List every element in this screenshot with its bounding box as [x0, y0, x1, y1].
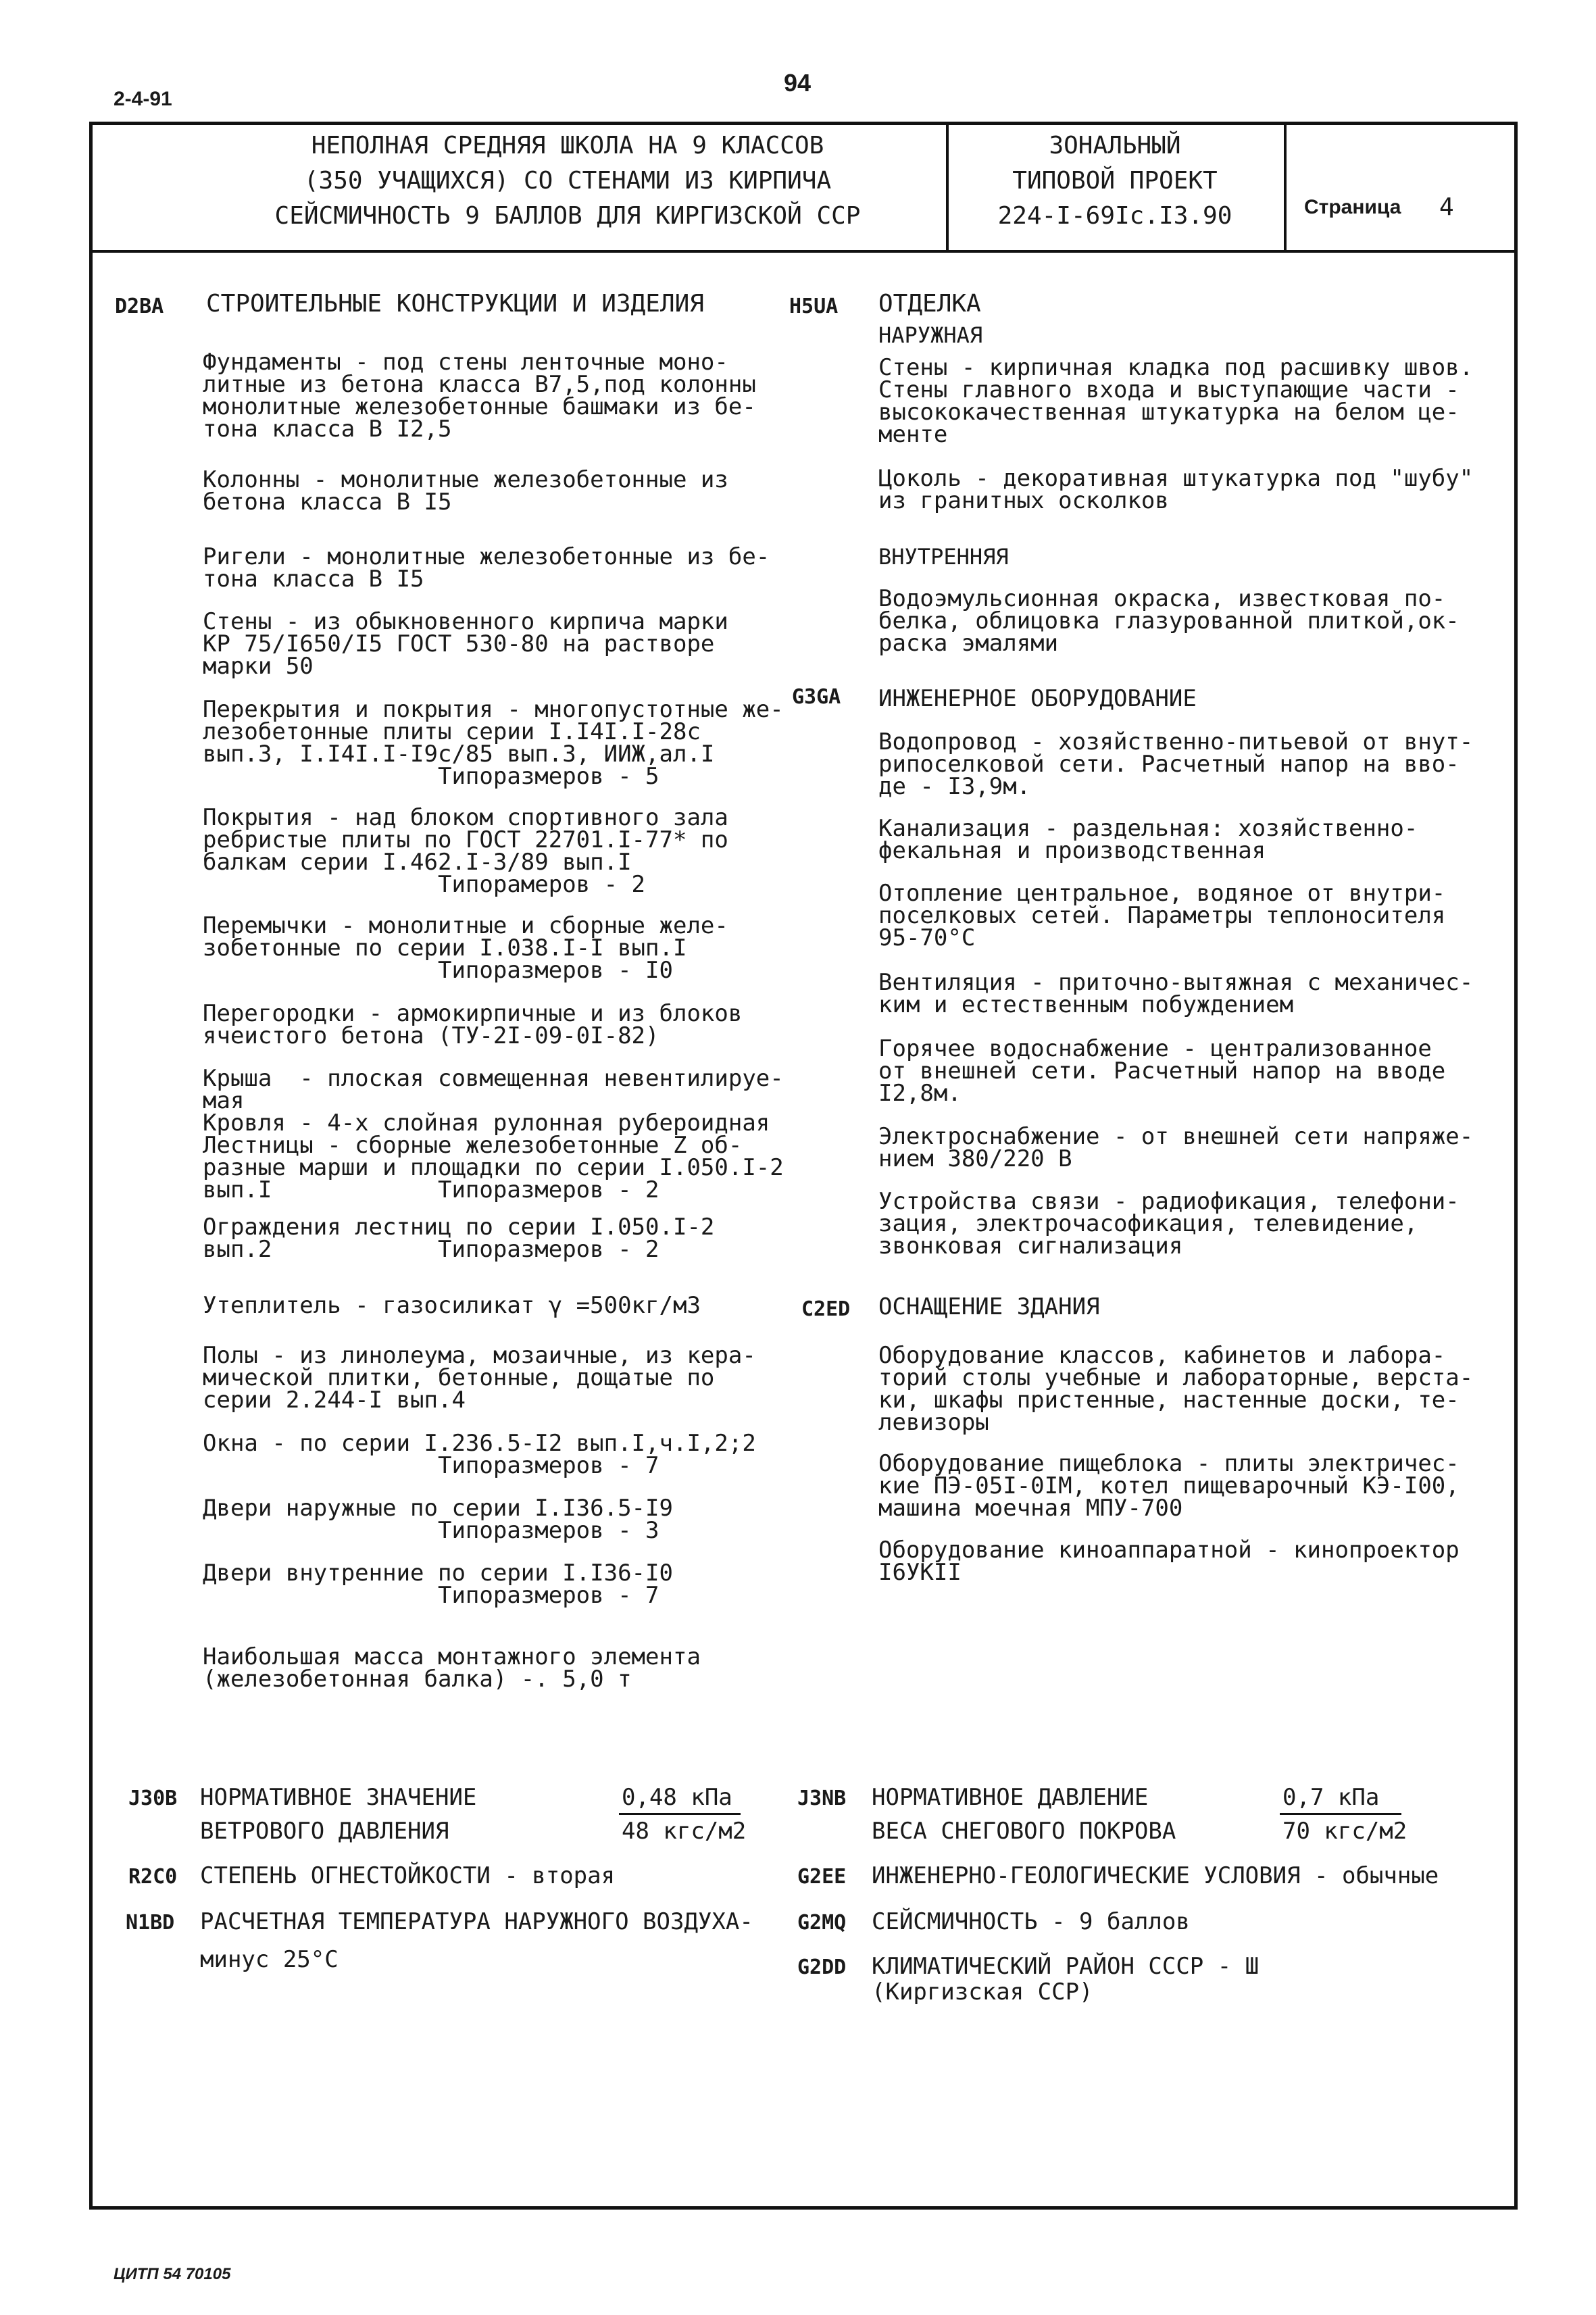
fraction-line — [619, 1813, 741, 1815]
spec-paragraph: Горячее водоснабжение - централизованное от внешней сети. Расчетный напор на вводе I2,8м. — [878, 1035, 1446, 1107]
zone-line: 224-I-69Iс.I3.90 — [997, 202, 1232, 230]
spec-paragraph: Цоколь - декоративная штукатурка под "шубу" из гранитных осколков — [878, 465, 1474, 514]
title-line: СЕЙСМИЧНОСТЬ 9 БАЛЛОВ ДЛЯ КИРГИЗСКОЙ ССР — [274, 202, 861, 230]
spec-paragraph: Перекрытия и покрытия - многопустотные же- лезобетонные плиты серии I.I4I.I-28с вып.3, I.I4I.I-I9с/85 вып.3, ИИЖ,ал.I Типоразмеров - 5 — [203, 696, 784, 790]
param-code: G2MQ — [797, 1911, 847, 1935]
param-code: N1BD — [126, 1911, 175, 1935]
outdoor-temperature: РАСЧЕТНАЯ ТЕМПЕРАТУРА НАРУЖНОГО ВОЗДУХА- — [200, 1908, 753, 1935]
spec-paragraph: Водоэмульсионная окраска, известковая по- белка, облицовка глазурованной плиткой,ок- раска эмалями — [878, 585, 1460, 657]
subsection-heading: НАРУЖНАЯ — [878, 322, 983, 348]
zone-line: ТИПОВОЙ ПРОЕКТ — [1012, 167, 1218, 195]
fraction-line — [1280, 1813, 1401, 1815]
header-vdivider-2 — [1284, 122, 1287, 251]
wind-pressure-kpa: 0,48 кПа — [622, 1784, 732, 1811]
page-value: 4 — [1439, 193, 1454, 221]
header-vdivider-1 — [946, 122, 949, 251]
subsection-heading: ВНУТРЕННЯЯ — [878, 544, 1009, 570]
spec-paragraph: Электроснабжение - от внешней сети напряже- нием 380/220 В — [878, 1123, 1474, 1172]
param-label: ВЕСА СНЕГОВОГО ПОКРОВА — [872, 1818, 1176, 1845]
geology-conditions: ИНЖЕНЕРНО-ГЕОЛОГИЧЕСКИЕ УСЛОВИЯ - обычные — [872, 1862, 1439, 1889]
spec-paragraph: Стены - кирпичная кладка под расшивку швов. Стены главного входа и выступающие части - высококачественная штукатурка на белом це- менте — [878, 354, 1474, 448]
spec-paragraph: Двери внутренние по серии I.I36-I0 Типоразмеров - 7 — [203, 1560, 673, 1609]
snow-pressure-kgs: 70 кгс/м2 — [1282, 1818, 1407, 1845]
spec-paragraph: Водопровод - хозяйственно-питьевой от внут- рипоселковой сети. Расчетный напор на вво- де - I3,9м. — [878, 728, 1474, 800]
section-heading: ОТДЕЛКА — [878, 290, 981, 318]
spec-paragraph: Ограждения лестниц по серии I.050.I-2 вып.2 Типоразмеров - 2 — [203, 1214, 715, 1263]
spec-paragraph: Перемычки - монолитные и сборные желе- зобетонные по серии I.038.I-I вып.I Типоразмеров - I0 — [203, 912, 728, 984]
param-label: ВЕТРОВОГО ДАВЛЕНИЯ — [200, 1818, 449, 1845]
spec-paragraph: Ригели - монолитные железобетонные из бе- тона класса В I5 — [203, 543, 770, 593]
project-zone — [959, 128, 1270, 234]
fire-resistance: СТЕПЕНЬ ОГНЕСТОЙКОСТИ - вторая — [200, 1862, 616, 1889]
section-heading: ОСНАЩЕНИЕ ЗДАНИЯ — [878, 1293, 1100, 1320]
spec-paragraph: Оборудование классов, кабинетов и лабора- торий столы учебные и лабораторные, верста- ки, шкафы пристенные, настенные доски, те- левизоры — [878, 1342, 1474, 1436]
spec-paragraph: Оборудование пищеблока - плиты электричес- кие ПЭ-05I-0IМ, котел пищеварочный КЭ-I00, машина моечная МПУ-700 — [878, 1450, 1460, 1522]
header-divider — [89, 250, 1518, 253]
param-code: J3NB — [797, 1787, 847, 1810]
spec-paragraph: Устройства связи - радиофикация, телефони- зация, электрочасофикация, телевидение, звонковая сигнализация — [878, 1188, 1460, 1260]
section-code: H5UA — [789, 295, 839, 318]
section-heading: СТРОИТЕЛЬНЫЕ КОНСТРУКЦИИ И ИЗДЕЛИЯ — [206, 290, 704, 318]
printer-stamp: ЦИТП 54 70105 — [114, 2265, 231, 2283]
climate-region: КЛИМАТИЧЕСКИЙ РАЙОН СССР - Ш — [872, 1953, 1260, 1980]
seismicity: СЕЙСМИЧНОСТЬ - 9 баллов — [872, 1908, 1190, 1935]
spec-paragraph: Полы - из линолеума, мозаичные, из кера- мической плитки, бетонные, дощатые по серии 2.244-I вып.4 — [203, 1342, 756, 1414]
param-code: G2DD — [797, 1956, 847, 1979]
project-title — [203, 128, 932, 234]
page-number: 94 — [784, 69, 812, 97]
section-code: C2ED — [801, 1297, 851, 1321]
page-label: Страница — [1304, 196, 1401, 218]
section-code: D2BA — [115, 295, 164, 318]
spec-paragraph: Вентиляция - приточно-вытяжная с механичес- ким и естественным побуждением — [878, 969, 1474, 1018]
spec-paragraph: Оборудование киноаппаратной - кинопроектор I6УКII — [878, 1537, 1460, 1586]
param-code: R2C0 — [128, 1865, 178, 1889]
snow-pressure-kpa: 0,7 кПа — [1282, 1784, 1380, 1811]
spec-paragraph: Утеплитель - газосиликат γ =500кг/м3 — [203, 1292, 701, 1319]
spec-paragraph: Двери наружные по серии I.I36.5-I9 Типоразмеров - 3 — [203, 1495, 673, 1544]
param-label: НОРМАТИВНОЕ ЗНАЧЕНИЕ — [200, 1784, 477, 1811]
spec-paragraph: Отопление центральное, водяное от внутри- поселковых сетей. Параметры теплоносителя 95-70°С — [878, 880, 1446, 951]
section-heading: ИНЖЕНЕРНОЕ ОБОРУДОВАНИЕ — [878, 685, 1197, 712]
spec-paragraph: Окна - по серии I.236.5-I2 вып.I,ч.I,2;2 Типоразмеров - 7 — [203, 1430, 756, 1479]
spec-paragraph: Колонны - монолитные железобетонные из бетона класса В I5 — [203, 466, 728, 516]
title-line: НЕПОЛНАЯ СРЕДНЯЯ ШКОЛА НА 9 КЛАССОВ — [311, 132, 824, 159]
param-label: НОРМАТИВНОЕ ДАВЛЕНИЕ — [872, 1784, 1149, 1811]
spec-paragraph: Перегородки - армокирпичные и из блоков ячеистого бетона (ТУ-2I-09-0I-82) — [203, 1000, 743, 1049]
outdoor-temperature-value: минус 25°С — [200, 1946, 339, 1973]
title-line: (350 УЧАЩИХСЯ) СО СТЕНАМИ ИЗ КИРПИЧА — [303, 167, 832, 195]
climate-region-note: (Киргизская ССР) — [872, 1978, 1093, 2006]
spec-paragraph: Покрытия - над блоком спортивного зала ребристые плиты по ГОСТ 22701.I-77* по балкам серии I.462.I-3/89 вып.I Типорамеров - 2 — [203, 804, 728, 898]
param-code: J30B — [128, 1787, 178, 1810]
spec-paragraph: Канализация - раздельная: хозяйственно- фекальная и производственная — [878, 815, 1418, 864]
section-code: G3GA — [792, 685, 841, 709]
wind-pressure-kgs: 48 кгс/м2 — [622, 1818, 747, 1845]
zone-line: ЗОНАЛЬНЫЙ — [1049, 132, 1181, 159]
spec-paragraph: Стены - из обыкновенного кирпича марки КР 75/I650/I5 ГОСТ 530-80 на растворе марки 50 — [203, 608, 728, 680]
spec-paragraph: Фундаменты - под стены ленточные моно- литные из бетона класса В7,5,под колонны монолитные железобетонные башмаки из бе- тона класса В I2,5 — [203, 349, 756, 443]
spec-paragraph: Крыша - плоская совмещенная невентилируе- мая Кровля - 4-х слойная рулонная рубероидная Лестницы - сборные железобетонные Z об- разные марши и площадки по серии I.050.I-2 вып.I Типоразмеров - 2 — [203, 1065, 784, 1203]
spec-paragraph: Наибольшая масса монтажного элемента (железобетонная балка) -. 5,0 т — [203, 1643, 701, 1693]
document-code: 2-4-91 — [114, 88, 172, 110]
param-code: G2EE — [797, 1865, 847, 1889]
